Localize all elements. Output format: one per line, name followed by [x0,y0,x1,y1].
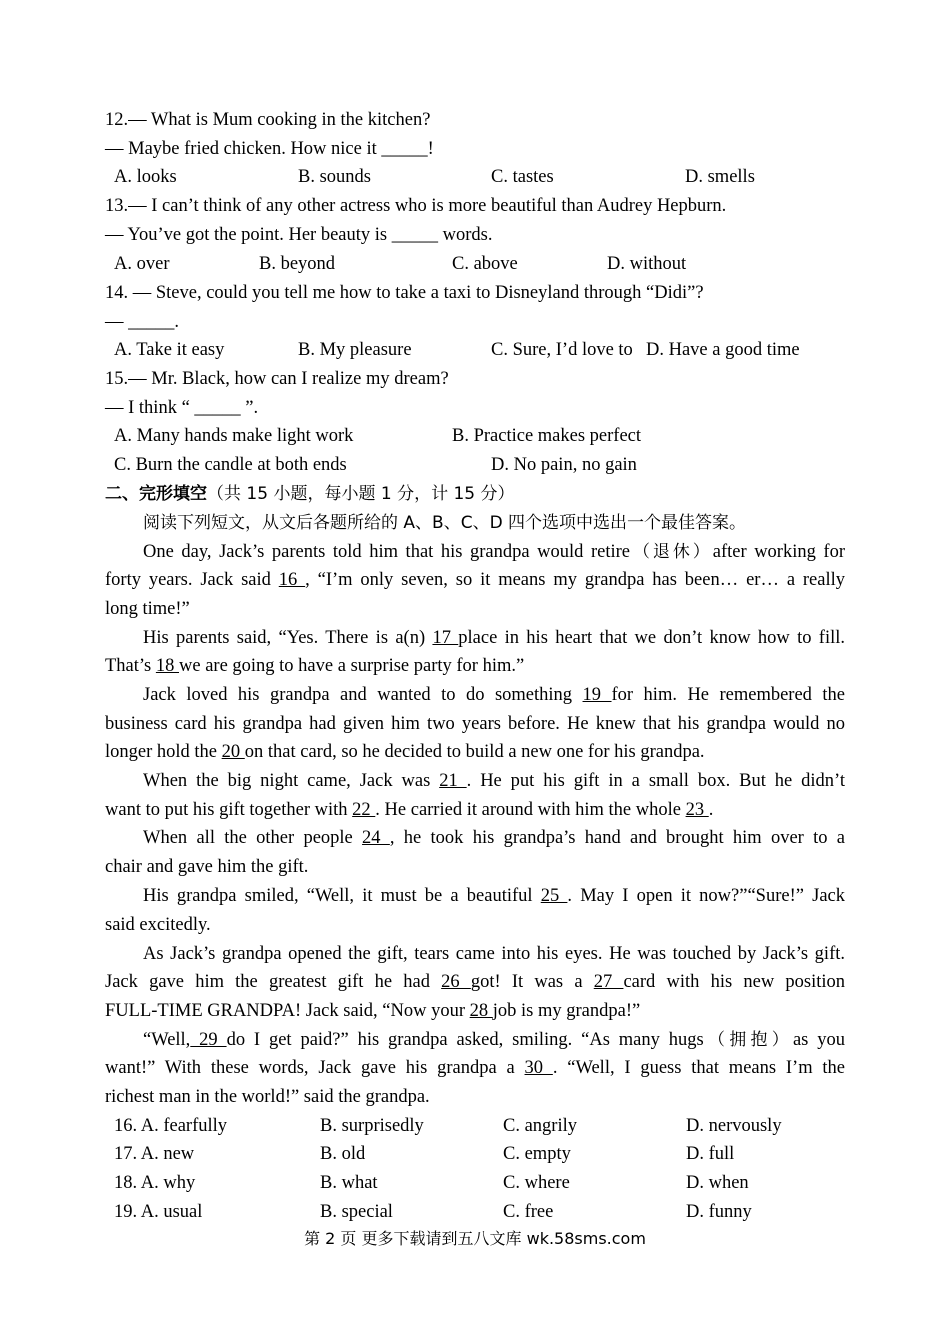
text: . “Well, I guess that means I’m the [552,1058,845,1078]
question-13-reply: — You’ve got the point. Her beauty is _____ words. [105,225,493,245]
page-footer: 第 2 页 更多下载请到五八文库 wk.58sms.com [304,1229,646,1248]
option: C. Burn the candle at both ends [114,455,347,475]
option: 19. A. usual [114,1202,203,1222]
text: His grandpa smiled, “Well, it must be a beautiful [143,886,541,906]
question-15-stem: 15.— Mr. Black, how can I realize my dream? [105,369,449,389]
passage-line [105,738,845,767]
passage-line [105,624,845,653]
text: for him. He remembered the [611,685,846,705]
section-scoring: （共 15 小题，每小题 1 分，计 15 分） [207,484,515,504]
passage-line [105,997,845,1026]
option: B. special [320,1202,393,1222]
text: His parents said, “Yes. There is a(n) [143,628,433,648]
text: card with his new position [623,972,846,992]
option: D. when [686,1173,749,1193]
option: B. Practice makes perfect [452,426,642,446]
blank-28: 28 [469,1001,493,1021]
passage-line: business card his grandpa had given him two years before. He knew that his grandpa would no [105,714,845,734]
option: 17. A. new [114,1144,195,1164]
question-12-stem: 12.— What is Mum cooking in the kitchen? [105,110,431,130]
passage-line [105,681,845,710]
passage-line [105,538,845,567]
text: Jack loved his grandpa and wanted to do something [143,685,583,705]
text: forty years. Jack said [105,570,279,590]
text: . May I open it now?”“Sure!” Jack [567,886,845,906]
passage-line: long time!” [105,599,190,619]
blank-21: 21 [439,771,467,791]
question-12-reply: — Maybe fried chicken. How nice it _____! [105,139,434,159]
blank-29: 29 [190,1030,227,1050]
option: D. without [607,254,687,274]
section-heading [105,480,845,509]
option: B. surprisedly [320,1116,424,1136]
blank-22: 22 [352,800,376,820]
option: C. empty [503,1144,571,1164]
option: D. Have a good time [646,340,800,360]
passage-line [105,767,845,796]
option: C. above [452,254,518,274]
text: job is my grandpa!” [492,1001,641,1021]
text: , “I’m only seven, so it means my grandpa has been… er… a really [305,570,846,590]
option: A. over [114,254,170,274]
option: A. looks [114,167,177,187]
text: as you [792,1030,846,1050]
section-title: 二、完形填空 [105,484,207,504]
option: B. sounds [298,167,371,187]
passage-line [105,824,845,853]
blank-20: 20 [221,742,245,762]
option: D. full [686,1144,735,1164]
section-instruction: 阅读下列短文，从文后各题所给的 A、B、C、D 四个选项中选出一个最佳答案。 [143,513,747,533]
text: on that card, so he decided to build a new one for his grandpa. [244,742,705,762]
question-14-stem: 14. — Steve, could you tell me how to take a taxi to Disneyland through “Didi”? [105,283,704,303]
passage-line: chair and gave him the gift. [105,857,309,877]
option: C. where [503,1173,570,1193]
question-14-reply: — _____. [105,312,179,332]
text: after working for [712,542,846,562]
option: 16. A. fearfully [114,1116,228,1136]
text: place in his heart that we don’t know how to fill. [458,628,845,648]
text: . He carried it around with him the whole [375,800,686,820]
option: B. beyond [259,254,336,274]
text: “Well, [143,1030,191,1050]
text: we are going to have a surprise party for him.” [179,656,525,676]
option: C. angrily [503,1116,577,1136]
option: B. My pleasure [298,340,412,360]
text: want to put his gift together with [105,800,353,820]
blank-30: 30 [524,1058,553,1078]
text: longer hold the [105,742,222,762]
question-15-reply: — I think “ _____ ”. [105,398,259,418]
passage-line: richest man in the world!” said the grandpa. [105,1087,430,1107]
text: . He put his gift in a small box. But he didn’t [466,771,846,791]
text: When the big night came, Jack was [143,771,440,791]
option: A. Many hands make light work [114,426,354,446]
passage-line: As Jack’s grandpa opened the gift, tears came into his eyes. He was touched by Jack’s gift. [143,944,845,964]
blank-17: 17 [432,628,459,648]
text: want!” With these words, Jack gave his grandpa a [105,1058,525,1078]
option: D. No pain, no gain [491,455,637,475]
blank-24: 24 [362,828,390,848]
option: B. old [320,1144,366,1164]
text: That’s [105,656,156,676]
text: When all the other people [143,828,363,848]
option: D. smells [685,167,755,187]
blank-25: 25 [540,886,568,906]
text: . [708,800,714,820]
blank-23: 23 [685,800,709,820]
blank-19: 19 [582,685,612,705]
text: One day, Jack’s parents told him that his grandpa would retire [143,542,631,562]
blank-26: 26 [441,972,471,992]
blank-18: 18 [155,656,179,676]
option: B. what [320,1173,378,1193]
option: D. nervously [686,1116,782,1136]
question-13-stem: 13.— I can’t think of any other actress who is more beautiful than Audrey Hepburn. [105,196,727,216]
text-annotation: （退休） [630,542,713,562]
passage-line [105,1026,845,1055]
text: , he took his grandpa’s hand and brought him over to a [389,828,846,848]
passage-line [105,968,845,997]
passage-line [105,796,845,825]
passage-line [105,652,845,681]
text: FULL-TIME GRANDPA! Jack said, “Now your [105,1001,470,1021]
blank-16: 16 [278,570,306,590]
option: C. free [503,1202,554,1222]
text: Jack gave him the greatest gift he had [105,972,442,992]
option: 18. A. why [114,1173,196,1193]
text-annotation: （拥抱） [703,1030,793,1050]
text: do I get paid?” his grandpa asked, smiling. “As many hugs [226,1030,704,1050]
passage-line [105,882,845,911]
passage-line: said excitedly. [105,915,211,935]
option: C. Sure, I’d love to [491,340,633,360]
option: C. tastes [491,167,554,187]
passage-line [105,566,845,595]
option: D. funny [686,1202,752,1222]
text: got! It was a [470,972,594,992]
option: A. Take it easy [114,340,225,360]
passage-line [105,1054,845,1083]
blank-27: 27 [593,972,624,992]
